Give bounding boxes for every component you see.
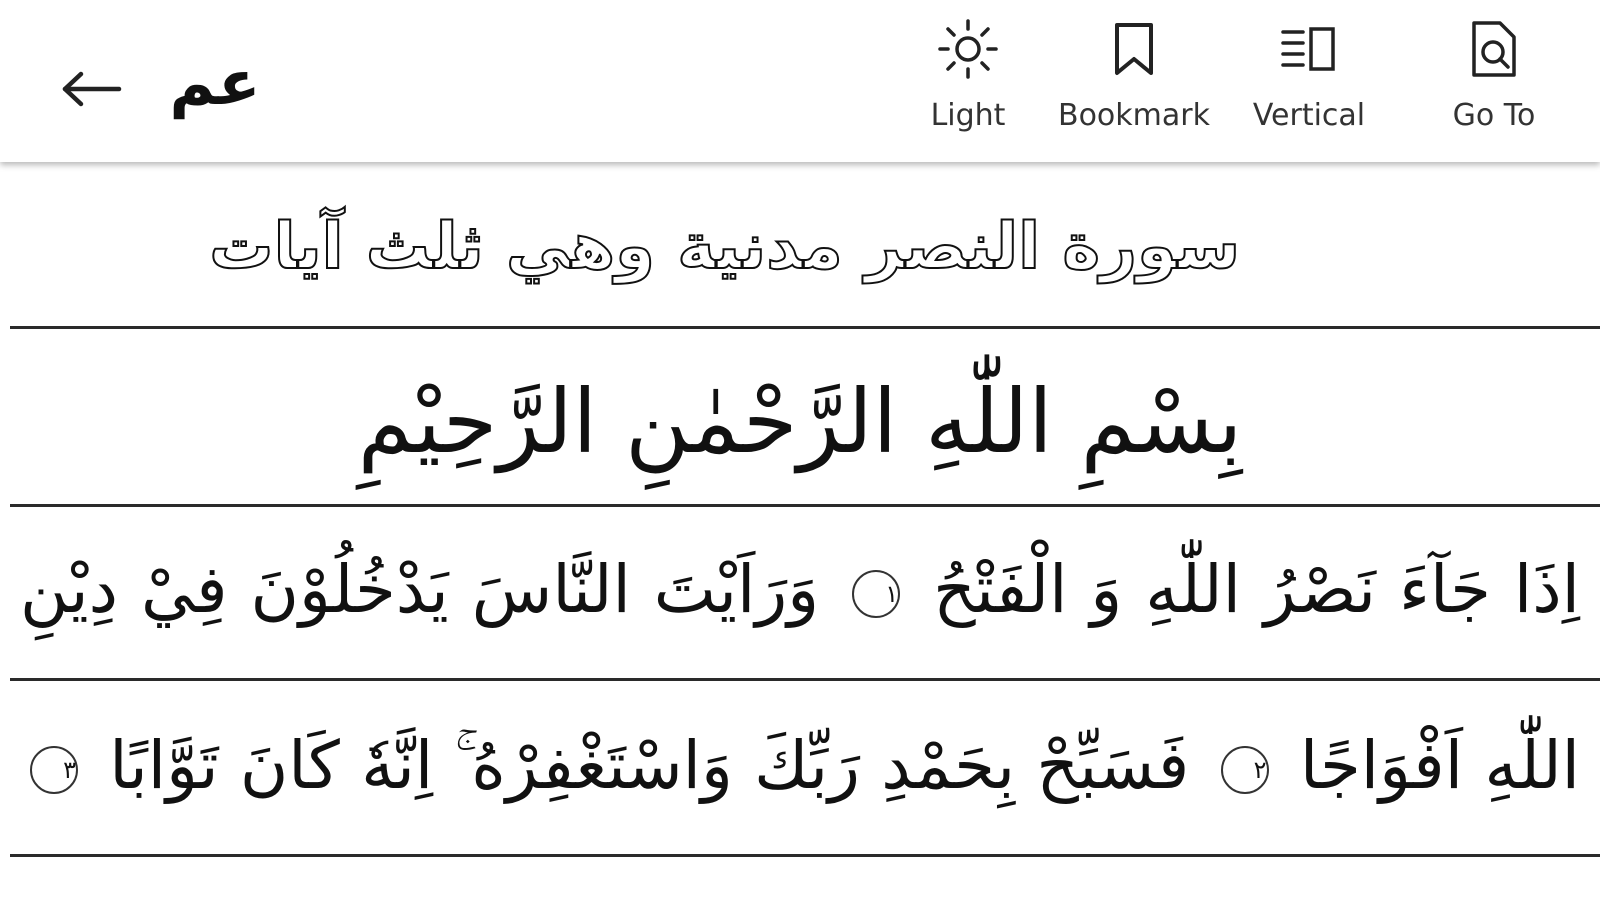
- light-theme-button[interactable]: [928, 14, 1008, 154]
- arrow-left-icon: [59, 69, 123, 109]
- bookmark-button[interactable]: [1054, 14, 1214, 154]
- back-button[interactable]: [56, 58, 126, 120]
- sun-icon: [933, 14, 1003, 84]
- vertical-mode-button[interactable]: [1250, 14, 1368, 154]
- light-label: Light: [930, 98, 1006, 133]
- verse-line: [20, 506, 1580, 674]
- go-to-label: Go To: [1452, 98, 1536, 133]
- quran-page: [0, 162, 1600, 900]
- verse-line: [20, 682, 1580, 850]
- verse-text: اللّٰهِ اَفْوَاجًا: [1299, 727, 1581, 804]
- vertical-layout-icon: [1274, 14, 1344, 84]
- vertical-label: Vertical: [1252, 98, 1366, 133]
- verse-text: وَرَاَيْتَ النَّاسَ يَدْخُلُوْنَ فِيْ دِيْنِ: [20, 551, 820, 628]
- divider: [10, 678, 1600, 681]
- search-page-icon: [1459, 14, 1529, 84]
- verse-text: فَسَبِّحْ بِحَمْدِ رَبِّكَ وَاسْتَغْفِرْهُ ۚ اِنَّهٗ كَانَ تَوَّابًا: [109, 727, 1190, 804]
- divider: [10, 854, 1600, 857]
- verse-text: اِذَا جَآءَ نَصْرُ اللّٰهِ وَ الْفَتْحُ: [933, 551, 1580, 628]
- basmala: بِسْمِ اللّٰهِ الرَّحْمٰنِ الرَّحِيْمِ: [357, 370, 1243, 473]
- ayah-number-marker: ٢: [1221, 746, 1269, 794]
- ayah-number-marker: ٣: [30, 746, 78, 794]
- bookmark-label: Bookmark: [1058, 98, 1210, 133]
- surah-header: سورة النصر مدنية وهي ثلث آيات: [209, 210, 1240, 284]
- ayah-number-marker: ١: [852, 570, 900, 618]
- app-title: عم: [169, 46, 261, 119]
- go-to-button[interactable]: [1446, 14, 1542, 154]
- bookmark-icon: [1099, 14, 1169, 84]
- app-bar: [0, 0, 1600, 162]
- divider: [10, 326, 1600, 329]
